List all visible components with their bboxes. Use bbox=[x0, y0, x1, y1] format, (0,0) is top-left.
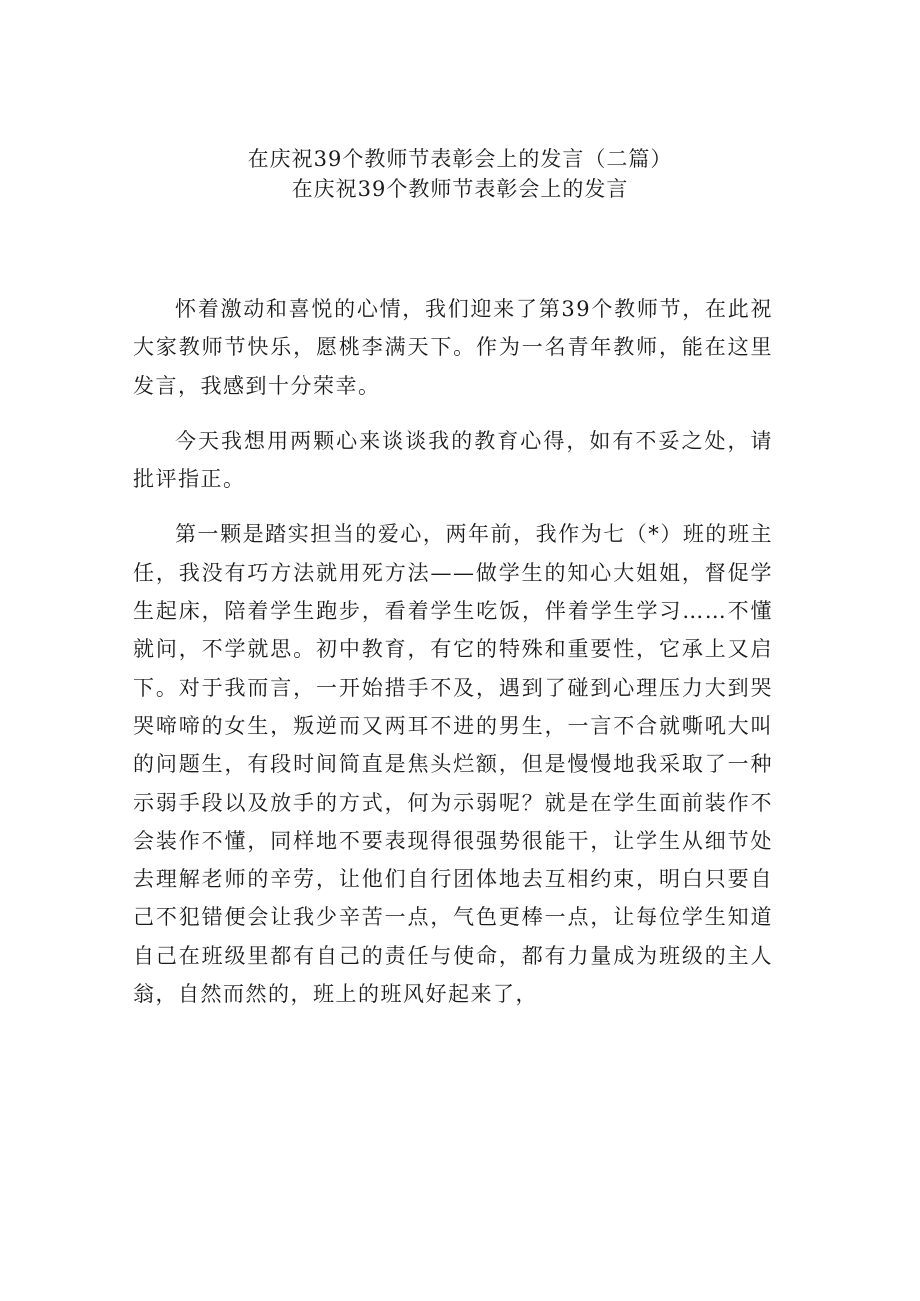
document-title: 在庆祝39个教师节表彰会上的发言（二篇） bbox=[247, 147, 673, 171]
paragraph-1: 怀着激动和喜悦的心情，我们迎来了第39个教师节，在此祝大家教师节快乐，愿桃李满天下。作为一名青年教师，能在这里发言，我感到十分荣幸。 bbox=[133, 297, 773, 398]
paragraph-2: 今天我想用两颗心来谈谈我的教育心得，如有不妥之处，请批评指正。 bbox=[133, 428, 773, 492]
document-body bbox=[133, 290, 773, 1030]
title-block bbox=[0, 144, 920, 204]
paragraph-3: 第一颗是踏实担当的爱心，两年前，我作为七（*）班的班主任，我没有巧方法就用死方法——做学生的知心大姐姐，督促学生起床，陪着学生跑步，看着学生吃饭，伴着学生学习……不懂就问，不学就思。初中教育，有它的特殊和重要性，它承上又启下。对于我而言，一开始措手不及，遇到了碰到心理压力大到哭哭啼啼的女生，叛逆而又两耳不进的男生，一言不合就嘶吼大叫的问题生，有段时间简直是焦头烂额，但是慢慢地我采取了一种示弱手段以及放手的方式，何为示弱呢？就是在学生面前装作不会装作不懂，同样地不要表现得很强势很能干，让学生从细节处去理解老师的辛劳，让他们自行团体地去互相约束，明白只要自己不犯错便会让我少辛苦一点，气色更棒一点，让每位学生知道自己在班级里都有自己的责任与使命，都有力量成为班级的主人翁，自然而然的，班上的班风好起来了， bbox=[133, 522, 773, 1007]
document-subtitle: 在庆祝39个教师节表彰会上的发言 bbox=[291, 177, 629, 201]
